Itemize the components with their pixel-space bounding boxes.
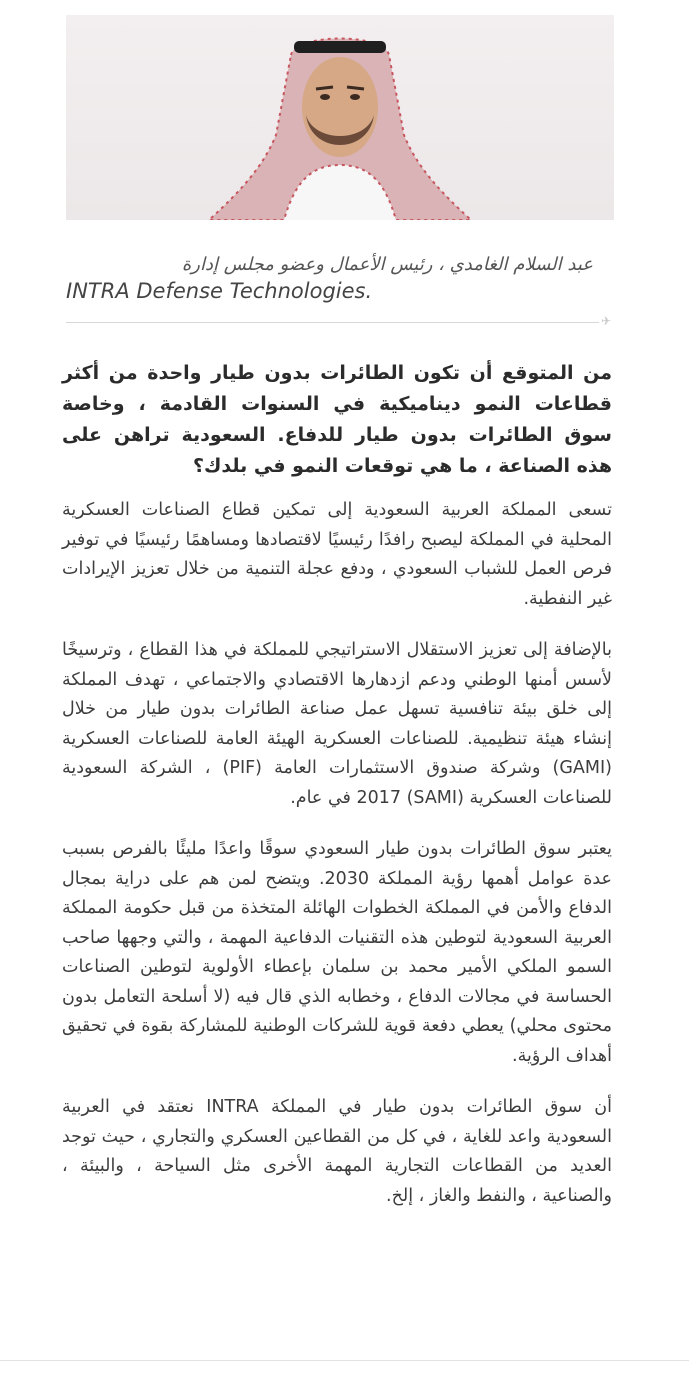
answer-paragraph-1: تسعى المملكة العربية السعودية إلى تمكين قطاع الصناعات العسكرية المحلية في المملكة ليصبح رافدًا رئيسيًا لاقتصادها ومساهمًا رئيسيًا في توفير فرص العمل للشباب السعودي ، ودفع عجلة التنمية من خلال تعزيز الإيرادات غير النفطية. [62, 500, 612, 609]
answer-paragraph-2: بالإضافة إلى تعزيز الاستقلال الاستراتيجي للمملكة في هذا القطاع ، وترسيخًا لأسس أمنها الوطني ودعم ازدهارها الاقتصادي والاجتماعي ، تهدف المملكة إلى خلق بيئة تنافسية تسهل عمل صناعة الطائرات بدون طيار من خلال إنشاء هيئة تنظيمية. للصناعات العسكرية الهيئة العامة للصناعات العسكرية (GAMI) وشركة صندوق الاستثمارات العامة (PIF) ، الشركة السعودية للصناعات العسكرية (SAMI) 2017 في عام. [62, 640, 612, 808]
photo-caption [66, 253, 593, 303]
portrait-photo [66, 15, 614, 220]
article-body [62, 358, 612, 1233]
plane-icon: ✈ [600, 314, 612, 328]
answer-paragraph-4: أن سوق الطائرات بدون طيار في المملكة INTRA نعتقد في العربية السعودية واعد للغاية ، في كل من القطاعين العسكري والتجاري ، حيث توجد العديد من القطاعات التجارية المهمة الأخرى مثل السياحة ، والبيئة ، والصناعية ، والنفط والغاز ، إلخ. [62, 1097, 612, 1206]
bottom-divider [0, 1360, 689, 1361]
caption-arabic: عبد السلام الغامدي ، رئيس الأعمال وعضو مجلس إدارة [181, 254, 593, 275]
portrait-illustration [66, 15, 614, 220]
interview-question: من المتوقع أن تكون الطائرات بدون طيار واحدة من أكثر قطاعات النمو ديناميكية في السنوات القادمة ، وخاصة سوق الطائرات بدون طيار للدفاع. السعودية تراهن على هذه الصناعة ، ما هي توقعات النمو في بلدك؟ [62, 362, 612, 477]
caption-divider [66, 322, 599, 323]
answer-paragraph-3: يعتبر سوق الطائرات بدون طيار السعودي سوقًا واعدًا مليئًا بالفرص بسبب عدة عوامل أهمها رؤية المملكة 2030. ويتضح لمن هم على دراية بمجال الدفاع والأمن في المملكة الخطوات الهائلة المتخذة من قبل حكومة المملكة العربية السعودية لتوطين هذه التقنيات الدفاعية المهمة ، والتي وجهها صاحب السمو الملكي الأمير محمد بن سلمان بإعطاء الأولوية لتوطين الصناعات الحساسة في مجالات الدفاع ، وخطابه الذي قال فيه (لا أسلحة التعامل بدون محتوى محلي) يعطي دفعة قوية للشركات الوطنية للمشاركة بقوة في تحقيق أهداف الرؤية. [62, 839, 612, 1066]
caption-english: INTRA Defense Technologies. [66, 279, 373, 303]
